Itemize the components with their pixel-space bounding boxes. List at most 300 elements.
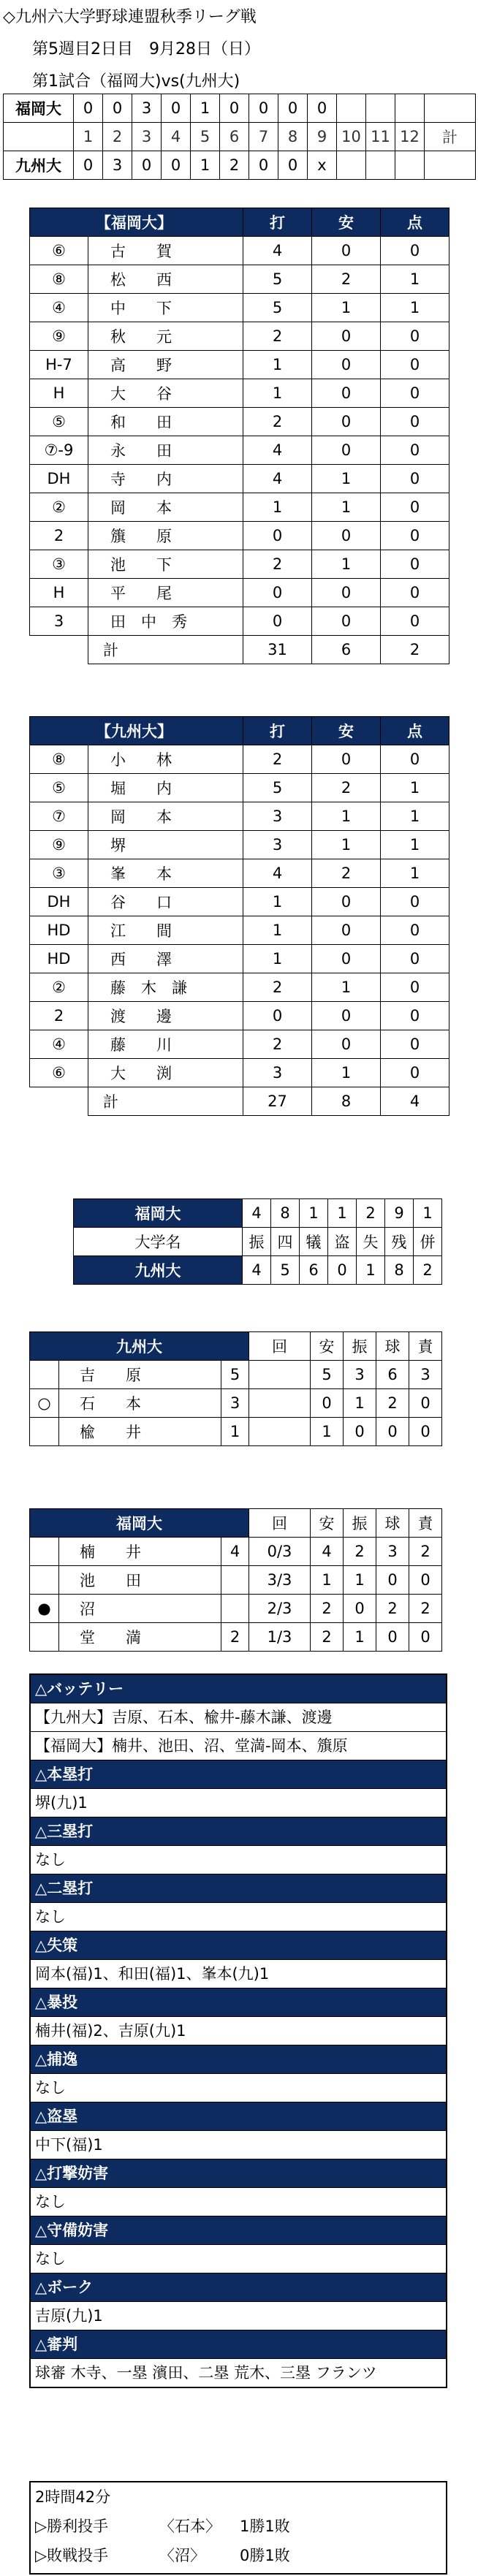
pitcher-name: 楡 井 bbox=[59, 1418, 221, 1446]
batter-name-text: 籏 原 bbox=[110, 528, 172, 545]
column-header: 残 bbox=[385, 1228, 414, 1256]
batter-name bbox=[88, 1002, 243, 1030]
team-name: 福岡大 bbox=[74, 1199, 243, 1228]
note-line: なし bbox=[31, 2074, 446, 2102]
total-label: 計 bbox=[88, 636, 243, 664]
batter-position: ② bbox=[30, 973, 88, 1002]
column-header: 球 bbox=[376, 1332, 409, 1361]
inning-runs: 0 bbox=[103, 94, 132, 123]
hits: 0 bbox=[312, 888, 381, 916]
at-bats: 5 bbox=[243, 265, 312, 294]
at-bats: 5 bbox=[243, 294, 312, 322]
hits: 1 bbox=[312, 465, 381, 493]
rbi: 0 bbox=[381, 916, 449, 945]
linescore-row-away bbox=[4, 94, 476, 123]
batter-row bbox=[30, 522, 449, 550]
inning-runs: x bbox=[308, 151, 337, 180]
batter-name bbox=[88, 774, 243, 802]
batter-row bbox=[30, 831, 449, 859]
earned-runs: 0 bbox=[409, 1566, 442, 1595]
total-hits: 8 bbox=[312, 1087, 381, 1116]
inning-runs: 2 bbox=[220, 151, 249, 180]
inning-number: 8 bbox=[278, 123, 308, 151]
note-line: 球審 木寺、一塁 濱田、二塁 荒木、三塁 フランツ bbox=[35, 2364, 377, 2382]
column-header: 安 bbox=[311, 1509, 344, 1538]
total-label: 計 bbox=[88, 1087, 243, 1116]
inning-runs bbox=[395, 151, 425, 180]
stat-value: 0 bbox=[328, 1256, 357, 1285]
innings-whole: 5 bbox=[221, 1361, 249, 1389]
rbi: 0 bbox=[381, 888, 449, 916]
batter-name-text: 谷 口 bbox=[110, 894, 172, 911]
innings-whole: 1 bbox=[221, 1418, 249, 1446]
batter-name-text: 岡 本 bbox=[110, 808, 172, 826]
batter-row bbox=[30, 859, 449, 888]
pitcher-row bbox=[30, 1623, 442, 1652]
at-bats: 3 bbox=[243, 802, 312, 831]
column-header: 打 bbox=[243, 208, 312, 237]
linescore-table bbox=[3, 94, 476, 180]
walks: 2 bbox=[376, 1389, 409, 1418]
batter-position: DH bbox=[30, 888, 88, 916]
batter-row bbox=[30, 265, 449, 294]
team-name: 九州大 bbox=[74, 1256, 243, 1285]
batter-position: HD bbox=[30, 916, 88, 945]
note-line: 【福岡大】楠井、池田、沼、堂満-岡本、籏原 bbox=[31, 1732, 446, 1760]
column-header: 点 bbox=[381, 717, 449, 745]
batter-row bbox=[30, 408, 449, 436]
hits-allowed: 2 bbox=[311, 1623, 344, 1652]
column-header: 振 bbox=[344, 1509, 376, 1538]
note-line: 吉原(九)1 bbox=[31, 2302, 446, 2330]
lose-label: ▷敗戦投手 bbox=[35, 2547, 109, 2564]
decision-mark: ○ bbox=[30, 1389, 59, 1418]
hits: 0 bbox=[312, 945, 381, 973]
hits: 0 bbox=[312, 579, 381, 607]
batter-position: ③ bbox=[30, 550, 88, 579]
batter-name-text: 田 中 秀 bbox=[110, 613, 187, 631]
batter-name bbox=[88, 1059, 243, 1087]
hits-allowed: 4 bbox=[311, 1538, 344, 1566]
inning-runs: 0 bbox=[278, 94, 308, 123]
rbi: 1 bbox=[381, 802, 449, 831]
innings-fraction: 0/3 bbox=[249, 1538, 311, 1566]
note-line: なし bbox=[31, 1903, 446, 1931]
inning-number: 10 bbox=[337, 123, 366, 151]
batter-name-text: 西 澤 bbox=[110, 951, 172, 968]
batter-row bbox=[30, 237, 449, 265]
hits: 1 bbox=[312, 831, 381, 859]
team-stats-table bbox=[73, 1198, 442, 1285]
team-name: 福岡大 bbox=[30, 1509, 249, 1538]
batter-row bbox=[30, 351, 449, 379]
pitcher-row bbox=[30, 1566, 442, 1595]
column-header: 振 bbox=[344, 1332, 376, 1361]
inning-number: 12 bbox=[395, 123, 425, 151]
hits: 2 bbox=[312, 859, 381, 888]
batter-name-text: 大 渕 bbox=[110, 1065, 172, 1082]
batter-row bbox=[30, 745, 449, 774]
batter-name-text: 藤 川 bbox=[110, 1036, 172, 1054]
win-name: 〈石本〉 bbox=[159, 2518, 221, 2535]
batter-name bbox=[88, 579, 243, 607]
column-header: 安 bbox=[312, 208, 381, 237]
label-header: 大学名 bbox=[74, 1228, 243, 1256]
batter-name bbox=[88, 607, 243, 636]
at-bats: 1 bbox=[243, 493, 312, 522]
batter-name bbox=[88, 1030, 243, 1059]
hits: 0 bbox=[312, 408, 381, 436]
hits: 0 bbox=[312, 522, 381, 550]
batter-position: ⑤ bbox=[30, 774, 88, 802]
hits: 0 bbox=[312, 237, 381, 265]
rbi: 0 bbox=[381, 550, 449, 579]
column-header: 点 bbox=[381, 208, 449, 237]
walks: 0 bbox=[376, 1566, 409, 1595]
pitcher-row bbox=[30, 1361, 442, 1389]
inning-number: 4 bbox=[162, 123, 191, 151]
column-header: 盗 bbox=[328, 1228, 357, 1256]
batter-position: ⑨ bbox=[30, 322, 88, 351]
inning-runs: 1 bbox=[191, 151, 220, 180]
rbi: 0 bbox=[381, 1059, 449, 1087]
rbi: 1 bbox=[381, 774, 449, 802]
total-rbi: 4 bbox=[381, 1087, 449, 1116]
total-at-bats: 27 bbox=[243, 1087, 312, 1116]
innings-whole: 4 bbox=[221, 1538, 249, 1566]
inning-runs: 0 bbox=[162, 151, 191, 180]
decision-mark bbox=[30, 1623, 59, 1652]
at-bats: 4 bbox=[243, 436, 312, 465]
batter-position: ② bbox=[30, 493, 88, 522]
innings-whole: 3 bbox=[221, 1389, 249, 1418]
column-header: 併 bbox=[414, 1228, 442, 1256]
batter-row bbox=[30, 1030, 449, 1059]
batter-name-text: 江 間 bbox=[110, 922, 172, 940]
batter-position: ④ bbox=[30, 294, 88, 322]
walks: 2 bbox=[376, 1595, 409, 1623]
inning-runs bbox=[425, 151, 476, 180]
batter-name-text: 永 田 bbox=[110, 442, 172, 460]
fukuoka-pitching-table bbox=[29, 1508, 442, 1652]
stat-value: 8 bbox=[385, 1256, 414, 1285]
batter-position: ③ bbox=[30, 859, 88, 888]
hits: 1 bbox=[312, 294, 381, 322]
inning-runs: 0 bbox=[249, 94, 278, 123]
batter-position: 3 bbox=[30, 607, 88, 636]
batter-position: 2 bbox=[30, 1002, 88, 1030]
strikeouts: 0 bbox=[344, 1418, 376, 1446]
inning-runs: 0 bbox=[132, 151, 162, 180]
batter-name-text: 中 下 bbox=[110, 300, 172, 317]
inning-runs bbox=[337, 94, 366, 123]
batter-position: HD bbox=[30, 945, 88, 973]
decision-mark bbox=[30, 1361, 59, 1389]
stat-value: 5 bbox=[271, 1256, 300, 1285]
hits: 0 bbox=[312, 379, 381, 408]
rbi: 0 bbox=[381, 973, 449, 1002]
inning-runs: 0 bbox=[249, 151, 278, 180]
hits: 1 bbox=[312, 1059, 381, 1087]
at-bats: 3 bbox=[243, 831, 312, 859]
team-name: 福岡大 bbox=[4, 94, 74, 123]
batter-row bbox=[30, 802, 449, 831]
at-bats: 1 bbox=[243, 888, 312, 916]
batter-row bbox=[30, 465, 449, 493]
rbi: 0 bbox=[381, 408, 449, 436]
inning-runs: 3 bbox=[103, 151, 132, 180]
batter-position: H-7 bbox=[30, 351, 88, 379]
innings-whole bbox=[221, 1566, 249, 1595]
rbi: 0 bbox=[381, 493, 449, 522]
note-line: 岡本(福)1、和田(福)1、峯本(九)1 bbox=[31, 1960, 446, 1988]
batter-row bbox=[30, 1059, 449, 1087]
batter-row bbox=[30, 916, 449, 945]
rbi: 0 bbox=[381, 1030, 449, 1059]
column-header: 安 bbox=[312, 717, 381, 745]
stat-value: 1 bbox=[328, 1199, 357, 1228]
batter-name-text: 和 田 bbox=[110, 414, 172, 431]
kyushu-batting-table bbox=[29, 716, 449, 1116]
innings-fraction bbox=[249, 1418, 311, 1446]
inning-runs: 1 bbox=[191, 94, 220, 123]
at-bats: 2 bbox=[243, 322, 312, 351]
decision-mark: ● bbox=[30, 1595, 59, 1623]
batter-row bbox=[30, 322, 449, 351]
strikeouts: 1 bbox=[344, 1389, 376, 1418]
hits-allowed: 1 bbox=[311, 1566, 344, 1595]
hits-allowed: 1 bbox=[311, 1418, 344, 1446]
at-bats: 2 bbox=[243, 550, 312, 579]
innings-fraction bbox=[249, 1389, 311, 1418]
inning-runs: 3 bbox=[132, 94, 162, 123]
note-heading: △二塁打 bbox=[31, 1874, 446, 1903]
batter-position: ⑧ bbox=[30, 745, 88, 774]
at-bats: 0 bbox=[243, 607, 312, 636]
pitcher-row bbox=[30, 1538, 442, 1566]
at-bats: 0 bbox=[243, 522, 312, 550]
note-heading: △盗塁 bbox=[31, 2102, 446, 2131]
batting-total-row bbox=[30, 636, 449, 664]
at-bats: 4 bbox=[243, 859, 312, 888]
batter-name bbox=[88, 294, 243, 322]
blank-cell bbox=[4, 123, 74, 151]
note-heading: △ボーク bbox=[31, 2273, 446, 2302]
inning-runs bbox=[366, 94, 395, 123]
batter-name bbox=[88, 859, 243, 888]
pitcher-name: 楠 井 bbox=[59, 1538, 221, 1566]
inning-runs: 0 bbox=[74, 94, 103, 123]
hits: 0 bbox=[312, 322, 381, 351]
note-heading: △本塁打 bbox=[31, 1760, 446, 1789]
walks: 0 bbox=[376, 1623, 409, 1652]
rbi: 0 bbox=[381, 322, 449, 351]
decision-mark bbox=[30, 1566, 59, 1595]
inning-number: 11 bbox=[366, 123, 395, 151]
batter-name bbox=[88, 973, 243, 1002]
walks: 3 bbox=[376, 1538, 409, 1566]
blank-cell bbox=[30, 636, 88, 664]
batter-name-text: 高 野 bbox=[110, 357, 172, 374]
batter-name-text: 峯 本 bbox=[110, 865, 172, 883]
batter-name-text: 古 賀 bbox=[110, 243, 172, 260]
pitcher-name: 沼 bbox=[59, 1595, 221, 1623]
hits-allowed: 5 bbox=[311, 1361, 344, 1389]
batter-position: ⑦ bbox=[30, 802, 88, 831]
game-matchup: 第1試合（福岡大)vs(九州大) bbox=[32, 72, 240, 91]
batter-position: H bbox=[30, 579, 88, 607]
stat-value: 4 bbox=[243, 1256, 271, 1285]
note-heading: △失策 bbox=[31, 1931, 446, 1960]
batter-name bbox=[88, 831, 243, 859]
inning-runs bbox=[425, 94, 476, 123]
earned-runs: 0 bbox=[409, 1623, 442, 1652]
inning-runs: 0 bbox=[162, 94, 191, 123]
pitcher-name: 石 本 bbox=[59, 1389, 221, 1418]
stat-value: 2 bbox=[414, 1256, 442, 1285]
pitcher-name: 池 田 bbox=[59, 1566, 221, 1595]
batter-row bbox=[30, 607, 449, 636]
rbi: 0 bbox=[381, 607, 449, 636]
at-bats: 1 bbox=[243, 916, 312, 945]
note-line: 堺(九)1 bbox=[31, 1789, 446, 1817]
kyushu-pitching-table bbox=[29, 1331, 442, 1446]
batter-row bbox=[30, 294, 449, 322]
innings-fraction: 3/3 bbox=[249, 1566, 311, 1595]
pitcher-name: 吉 原 bbox=[59, 1361, 221, 1389]
game-notes bbox=[29, 1673, 447, 2388]
hits: 2 bbox=[312, 774, 381, 802]
at-bats: 4 bbox=[243, 465, 312, 493]
page-title: ◇九州六大学野球連盟秋季リーグ戦 bbox=[3, 8, 257, 26]
lose-name: 〈沼〉 bbox=[159, 2547, 205, 2564]
earned-runs: 2 bbox=[409, 1538, 442, 1566]
earned-runs: 2 bbox=[409, 1595, 442, 1623]
inning-number: 3 bbox=[132, 123, 162, 151]
losing-pitcher bbox=[31, 2541, 446, 2570]
innings-fraction bbox=[249, 1361, 311, 1389]
batter-name bbox=[88, 379, 243, 408]
rbi: 0 bbox=[381, 465, 449, 493]
team-name: 九州大 bbox=[4, 151, 74, 180]
blank-cell bbox=[30, 1087, 88, 1116]
earned-runs: 0 bbox=[409, 1389, 442, 1418]
hits: 1 bbox=[312, 802, 381, 831]
lose-record: 0勝1敗 bbox=[240, 2547, 290, 2564]
inning-runs bbox=[395, 94, 425, 123]
team-stats-row bbox=[74, 1256, 442, 1285]
rbi: 0 bbox=[381, 745, 449, 774]
hits: 1 bbox=[312, 973, 381, 1002]
batter-row bbox=[30, 1002, 449, 1030]
game-time: 2時間42分 bbox=[35, 2488, 111, 2506]
strikeouts: 2 bbox=[344, 1538, 376, 1566]
team-name: 【福岡大】 bbox=[30, 208, 243, 237]
stat-value: 1 bbox=[357, 1256, 385, 1285]
strikeouts: 0 bbox=[344, 1595, 376, 1623]
hits: 0 bbox=[312, 436, 381, 465]
batter-name-text: 小 林 bbox=[110, 751, 172, 769]
inning-number: 7 bbox=[249, 123, 278, 151]
fukuoka-batting-table bbox=[29, 208, 449, 664]
batter-name-text: 岡 本 bbox=[110, 499, 172, 517]
at-bats: 3 bbox=[243, 1059, 312, 1087]
at-bats: 5 bbox=[243, 774, 312, 802]
stat-value: 9 bbox=[385, 1199, 414, 1228]
batter-row bbox=[30, 945, 449, 973]
decision-mark bbox=[30, 1538, 59, 1566]
batter-name bbox=[88, 351, 243, 379]
note-heading: △バッテリー bbox=[31, 1675, 446, 1703]
batter-name bbox=[88, 802, 243, 831]
rbi: 0 bbox=[381, 1002, 449, 1030]
hits-allowed: 0 bbox=[311, 1389, 344, 1418]
batter-name bbox=[88, 550, 243, 579]
walks: 6 bbox=[376, 1361, 409, 1389]
batter-position: ⑨ bbox=[30, 831, 88, 859]
inning-runs: 0 bbox=[220, 94, 249, 123]
pitching-header-row bbox=[30, 1509, 442, 1538]
batter-position: ⑥ bbox=[30, 1059, 88, 1087]
team-stats-row bbox=[74, 1199, 442, 1228]
batter-name bbox=[88, 745, 243, 774]
batter-position: ④ bbox=[30, 1030, 88, 1059]
batter-name bbox=[88, 465, 243, 493]
batter-position: 2 bbox=[30, 522, 88, 550]
winning-pitcher bbox=[31, 2512, 446, 2541]
column-header: 打 bbox=[243, 717, 312, 745]
stat-value: 8 bbox=[271, 1199, 300, 1228]
batter-name-text: 池 下 bbox=[110, 556, 172, 574]
rbi: 1 bbox=[381, 265, 449, 294]
walks: 0 bbox=[376, 1418, 409, 1446]
batter-name bbox=[88, 945, 243, 973]
linescore-innings-row bbox=[4, 123, 476, 151]
stat-value: 4 bbox=[243, 1199, 271, 1228]
earned-runs: 3 bbox=[409, 1361, 442, 1389]
pitcher-row bbox=[30, 1595, 442, 1623]
column-header: 犠 bbox=[300, 1228, 328, 1256]
at-bats: 1 bbox=[243, 379, 312, 408]
batter-name-text: 渡 邊 bbox=[110, 1008, 172, 1025]
total-rbi: 2 bbox=[381, 636, 449, 664]
stat-value: 2 bbox=[357, 1199, 385, 1228]
column-header: 安 bbox=[311, 1332, 344, 1361]
at-bats: 2 bbox=[243, 745, 312, 774]
rbi: 1 bbox=[381, 831, 449, 859]
batter-position: ⑤ bbox=[30, 408, 88, 436]
inning-number: 5 bbox=[191, 123, 220, 151]
note-line: 楠井(福)2、吉原(九)1 bbox=[31, 2017, 446, 2045]
decision-mark bbox=[30, 1418, 59, 1446]
batter-position: ⑧ bbox=[30, 265, 88, 294]
column-header: 失 bbox=[357, 1228, 385, 1256]
hits-allowed: 2 bbox=[311, 1595, 344, 1623]
at-bats: 2 bbox=[243, 973, 312, 1002]
inning-runs bbox=[366, 151, 395, 180]
linescore-row-home bbox=[4, 151, 476, 180]
batter-name-text: 藤 木 謙 bbox=[110, 979, 187, 997]
rbi: 0 bbox=[381, 579, 449, 607]
rbi: 0 bbox=[381, 379, 449, 408]
batter-name bbox=[88, 888, 243, 916]
innings-whole: 2 bbox=[221, 1623, 249, 1652]
batter-name-text: 大 谷 bbox=[110, 385, 172, 403]
strikeouts: 1 bbox=[344, 1623, 376, 1652]
earned-runs: 0 bbox=[409, 1418, 442, 1446]
batter-name bbox=[88, 237, 243, 265]
at-bats: 2 bbox=[243, 1030, 312, 1059]
